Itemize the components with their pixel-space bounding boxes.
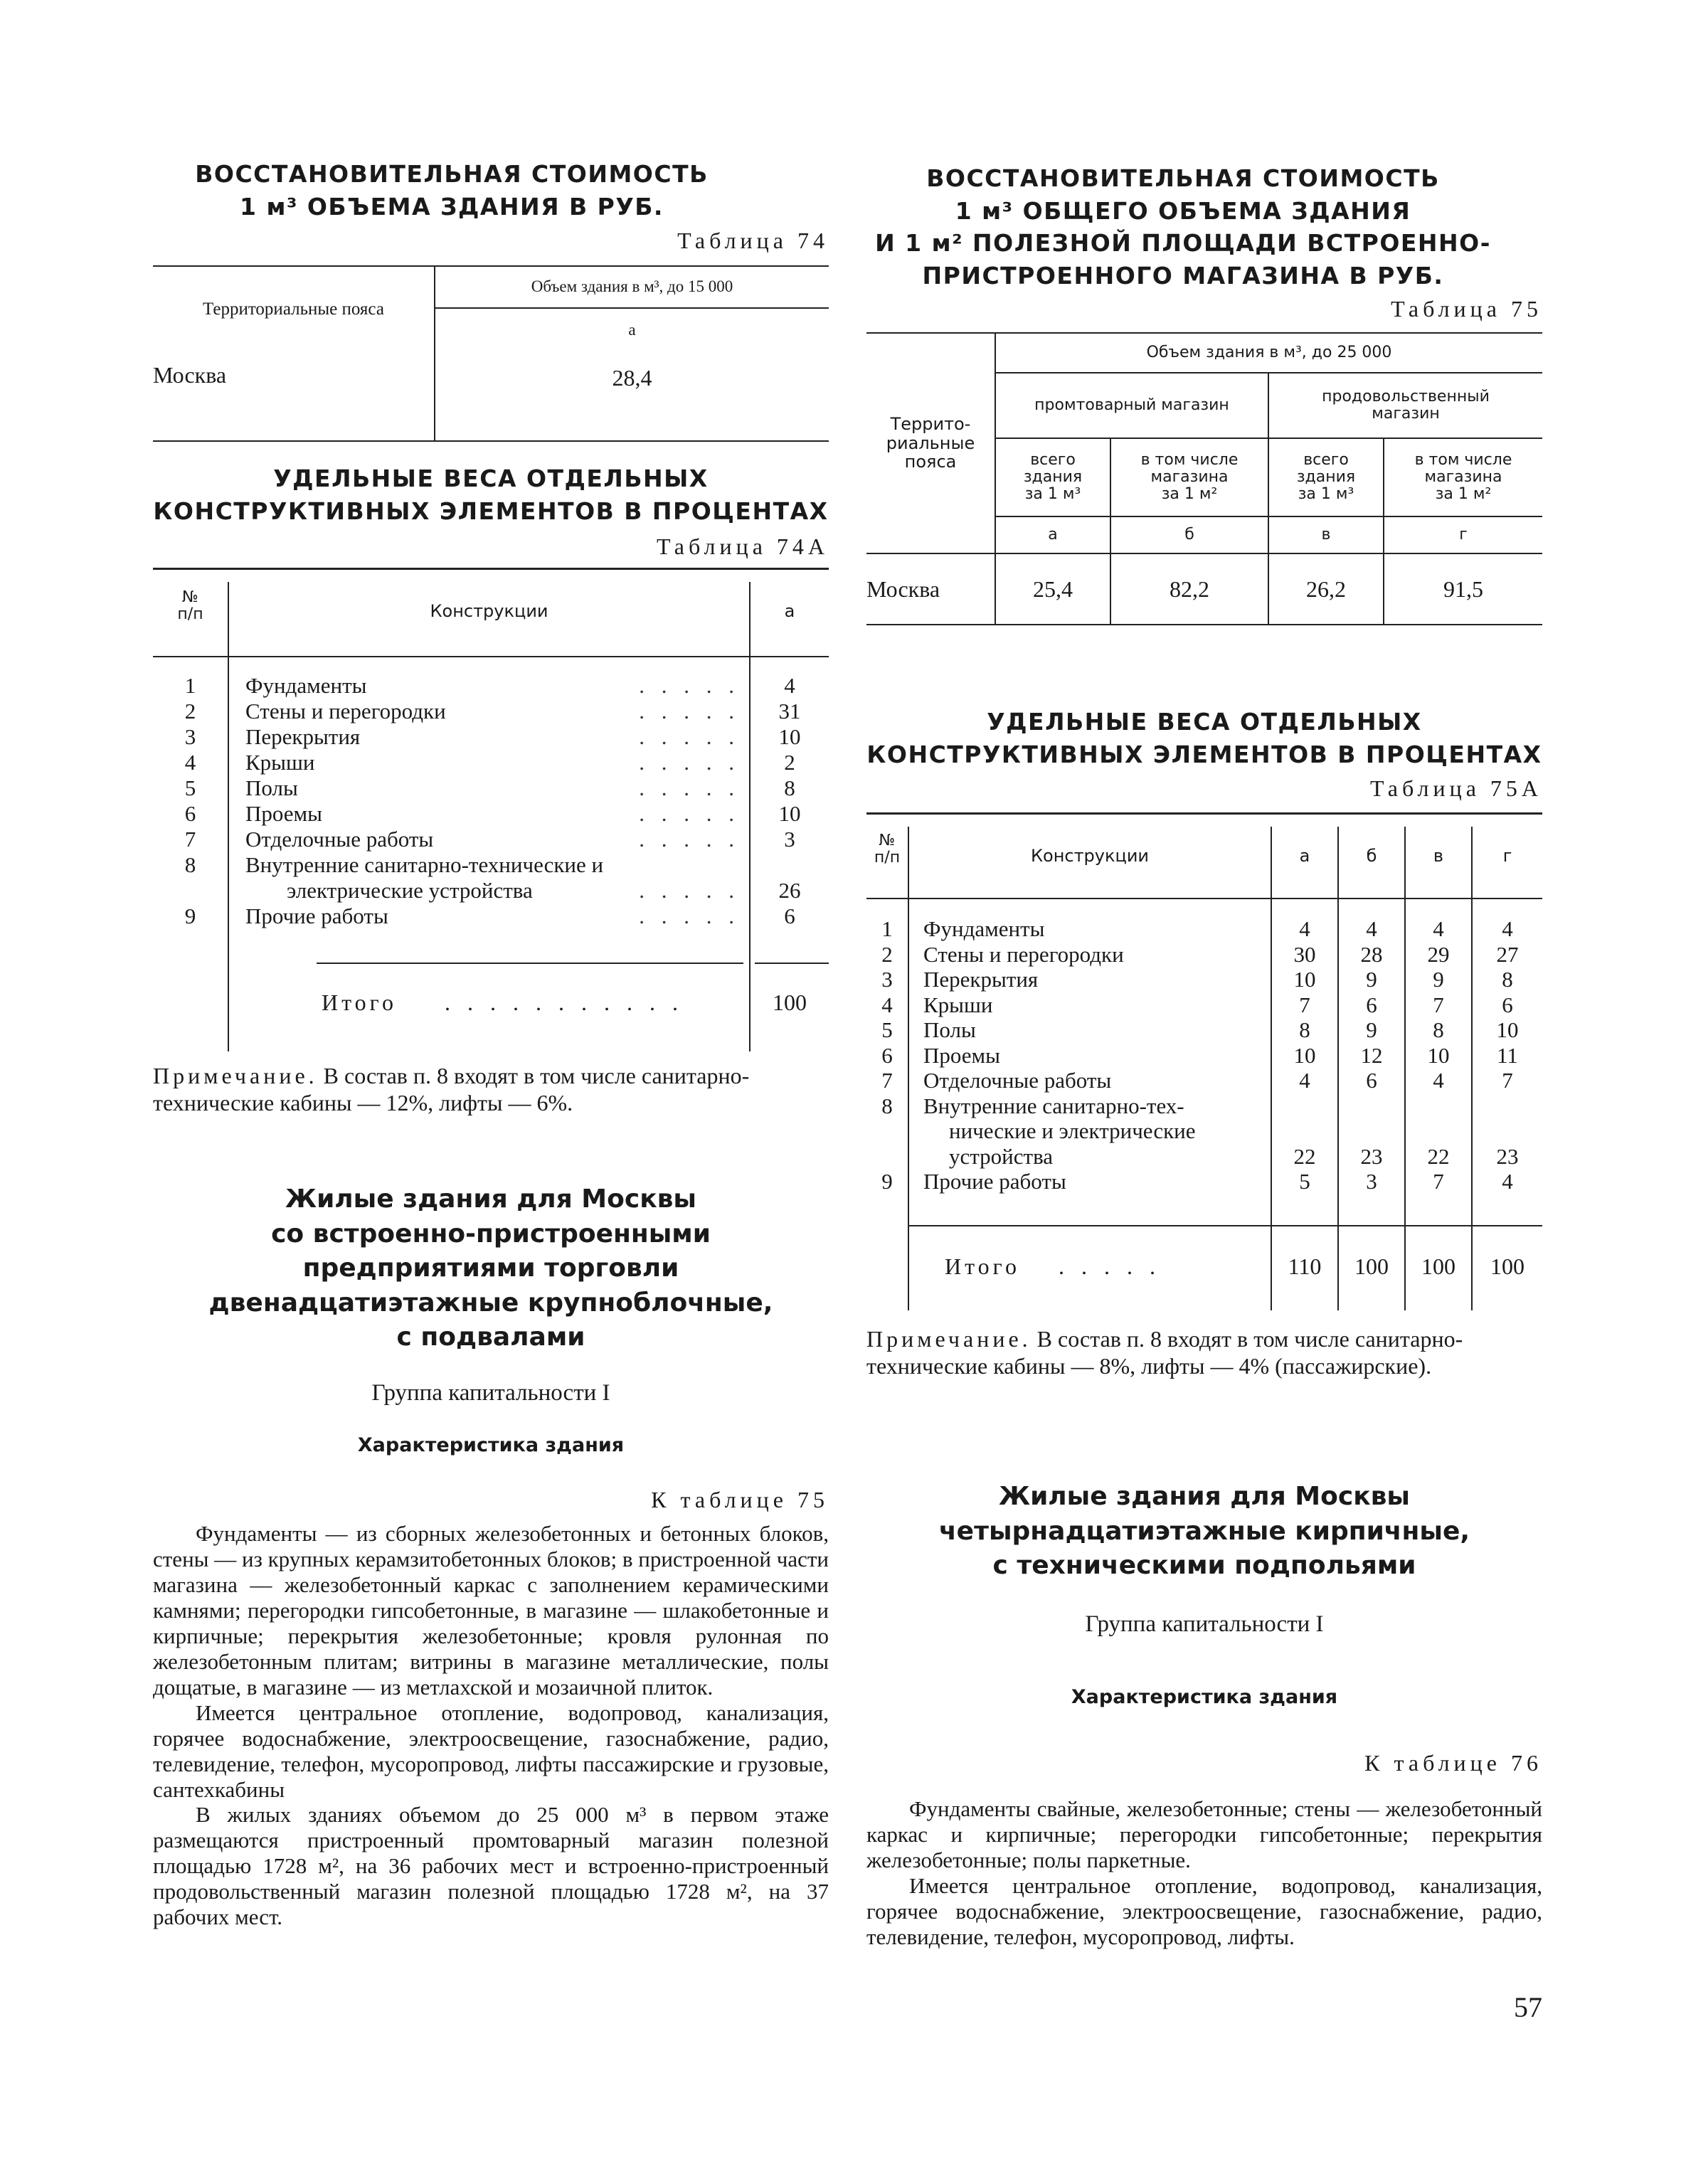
leader-dots: . . . . . [639,699,740,723]
total-value: 100 [1490,1253,1524,1279]
letter-header: г [1384,516,1542,553]
row-number: 6 [184,801,196,826]
row-value: 8 [1433,1017,1444,1042]
row-value: 6 [1366,1068,1377,1093]
row-number: 9 [184,903,196,928]
row-number: 7 [881,1068,893,1093]
total-value: 110 [1288,1253,1322,1279]
table-74-heading: ВОССТАНОВИТЕЛЬНАЯ СТОИМОСТЬ 1 м³ ОБЪЕМА ЗДАНИЯ В РУБ. [195,160,709,221]
col-header: в [1433,846,1444,866]
row-value: 5 [1299,1169,1310,1194]
total-value: 100 [773,990,807,1015]
table-74a [153,568,829,1051]
row-value: 6 [784,903,795,928]
section-left-char-title: Характеристика здания [357,1434,625,1456]
row-value: 10 [1496,1017,1519,1042]
row-value: 7 [1433,992,1444,1017]
table-75a [866,812,1542,1310]
note-label: Примечание. [153,1063,318,1088]
col-name-header: Конструкции [430,601,548,621]
paragraph: Имеется центральное отопление, водопровод, канализация, горячее водоснабжение, электроосвещение, газоснабжение, радио, телевидение, телефон, мусоропровод, лифты. [866,1872,1542,1949]
page-number: 57 [1514,1991,1542,2023]
row-name: Фундаменты [245,673,367,698]
total-dots: . . . . . . . . . . . [445,990,684,1015]
table-74a-note [153,1062,829,1117]
leader-dots: . . . . . [639,724,740,749]
row-number: 4 [881,992,893,1017]
paragraph: В жилых зданиях объемом до 25 000 м³ в первом этаже размещаются пристроенный промтоварный магазин полезной площадью 1728 м², на 36 рабочих мест и встроенно-пристроенный продовольственный магазин полезной площадью 1728 м², на 37 рабочих мест. [153,1802,829,1930]
row-value: 91,5 [1384,553,1542,625]
section-right-group: Группа капитальности I [1085,1611,1324,1637]
row-value: 12 [1360,1043,1383,1068]
row-name: Стены и перегородки [923,942,1124,967]
col-header: а [1299,846,1310,866]
row-name: Отделочные работы [923,1068,1112,1093]
section-right-title: Жилые здания для Москвы четырнадцатиэтажные кирпичные, с техническими подпольями [938,1482,1470,1581]
row-value: 7 [1502,1068,1513,1093]
row-value: 4 [1433,916,1444,941]
row-value: 7 [1433,1169,1444,1194]
leader-dots: . . . . . [639,801,740,826]
leader-dots: . . . . . [639,775,740,800]
col-zone-header: Террито- риальные пояса [866,333,995,553]
sub-header: всего здания за 1 м³ [1268,438,1384,516]
table-74 [153,265,829,442]
row-number: 3 [184,724,196,749]
row-value: 82,2 [1110,553,1268,625]
row-name: Проемы [245,801,322,826]
section-right-to-table: К таблице 76 [1364,1750,1542,1776]
row-value: 3 [1366,1169,1377,1194]
row-value: 30 [1293,942,1316,967]
row-number: 4 [184,750,196,775]
row-value: 10 [1427,1043,1450,1068]
paragraph: Имеется центральное отопление, водопровод, канализация, горячее водоснабжение, электроосвещение, газоснабжение, радио, телевидение, телефон, мусоропровод, лифты пассажирские и грузовые, сантехкабины [153,1700,829,1802]
sub-header: в том числе магазина за 1 м² [1384,438,1542,516]
row-name: электрические устройства [287,878,533,903]
leader-dots: . . . . . [639,878,740,903]
row-name: Проемы [923,1043,1000,1068]
row-number: 1 [184,673,196,698]
row-value: 9 [1366,1017,1377,1042]
row-name: Фундаменты [923,916,1045,941]
col-num-header: № п/п [177,588,203,624]
row-value: 10 [778,724,801,749]
row-name: Внутренние санитарно-тех- [923,1093,1184,1118]
row-number: 6 [881,1043,893,1068]
row-name: Полы [245,775,298,800]
row-value: 7 [1299,992,1310,1017]
table-75-heading: ВОССТАНОВИТЕЛЬНАЯ СТОИМОСТЬ 1 м³ ОБЩЕГО ОБЪЕМА ЗДАНИЯ И 1 м² ПОЛЕЗНОЙ ПЛОЩАДИ ВСТРОЕННО- ПРИСТРОЕННОГО МАГАЗИНА В РУБ. [875,164,1491,290]
row-value: 9 [1366,967,1377,992]
sub-header: всего здания за 1 м³ [995,438,1110,516]
col-header: б [1366,846,1377,866]
row-name: Отделочные работы [245,827,434,852]
row-value: 26 [778,878,801,903]
row-name: Стены и перегородки [245,699,446,723]
row-name: нические и электрические [949,1118,1196,1143]
row-value: 28,4 [612,365,652,391]
row-value: 28 [1360,942,1383,967]
leader-dots: . . . . . [639,903,740,928]
col-name-header: Конструкции [1030,846,1150,866]
row-value: 4 [784,673,795,698]
row-value: 6 [1502,992,1513,1017]
col-prod-header: продовольственный магазин [1268,373,1542,438]
row-number: 3 [881,967,893,992]
leader-dots: . . . . . [639,827,740,852]
row-value: 4 [1366,916,1377,941]
row-name: Полы [923,1017,976,1042]
row-value: 10 [778,801,801,826]
note-label: Примечание. [866,1326,1032,1352]
row-value: 11 [1497,1043,1518,1068]
section-right-char-title: Характеристика здания [1071,1686,1338,1708]
col-num-header: № п/п [874,832,901,867]
row-number: 1 [881,916,893,941]
row-name: Прочие работы [245,903,388,928]
row-value: 10 [1293,1043,1316,1068]
row-value: 10 [1293,967,1316,992]
col-volume-header: Объем здания в м³, до 25 000 [995,333,1542,373]
note-text: В состав п. 8 входят в том числе санитарно-технические кабины — 12%, лифты — 6%. [153,1063,750,1116]
row-value: 23 [1496,1144,1519,1169]
section-left-body [153,1521,829,1930]
row-value: 25,4 [995,553,1110,625]
row-number: 5 [881,1017,893,1042]
row-value: 22 [1427,1144,1450,1169]
row-value: 26,2 [1268,553,1384,625]
total-dots: . . . . . [1059,1253,1161,1279]
col-a-header: а [784,601,795,621]
row-value: 2 [784,750,795,775]
row-value: 29 [1427,942,1450,967]
table-75a-heading: УДЕЛЬНЫЕ ВЕСА ОТДЕЛЬНЫХ КОНСТРУКТИВНЫХ ЭЛЕМЕНТОВ В ПРОЦЕНТАХ [866,708,1542,768]
row-name: Крыши [923,992,993,1017]
row-number: 2 [881,942,893,967]
col-volume-header: Объем здания в м³, до 15 000 [435,266,829,308]
row-value: 6 [1366,992,1377,1017]
col-prom-header: промтоварный магазин [995,373,1268,438]
letter-header: б [1110,516,1268,553]
row-value: 4 [1502,916,1513,941]
table-75-label: Таблица 75 [1391,296,1542,322]
paragraph: Фундаменты — из сборных железобетонных и бетонных блоков, стены — из крупных керамзитобетонных блоков; в пристроенной части магазина — железобетонный каркас с заполнением керамическими камнями; перегородки гипсобетонные, в магазине — шлакобетонные и кирпичные; перекрытия железобетонные; кровля рулонная по железобетонным плитам; витрины в магазине металлические, полы дощатые, в магазине — из метлахской и мозаичной плиток. [153,1521,829,1700]
table-74-label: Таблица 74 [677,228,829,253]
row-value: 4 [1299,1068,1310,1093]
col-zone-header: Территориальные пояса [153,266,435,352]
row-value: 8 [1299,1017,1310,1042]
col-a-header: а [628,321,636,339]
row-value: 8 [1502,967,1513,992]
row-number: 8 [881,1093,893,1118]
section-left-to-table: К таблице 75 [651,1487,829,1512]
table-74a-label: Таблица 74А [657,534,829,559]
row-number: 2 [184,699,196,723]
row-value: 8 [784,775,795,800]
section-left-title: Жилые здания для Москвы со встроенно-пристроенными предприятиями торговли двенадцатиэтажные крупноблочные, с подвалами [208,1184,773,1352]
row-value: 4 [1299,916,1310,941]
row-city: Москва [866,553,995,625]
row-value: 4 [1433,1068,1444,1093]
row-number: 9 [881,1169,893,1194]
row-value: 22 [1293,1144,1316,1169]
total-value: 100 [1354,1253,1389,1279]
section-left-group: Группа капитальности I [371,1380,610,1406]
row-name: Перекрытия [923,967,1039,992]
row-value: 9 [1433,967,1444,992]
row-name: Перекрытия [245,724,361,749]
total-value: 100 [1421,1253,1455,1279]
note-text: В состав п. 8 входят в том числе санитарно-технические кабины — 8%, лифты — 4% (пассажирские). [866,1326,1463,1379]
total-label: Итого [945,1253,1020,1279]
row-number: 8 [184,852,196,877]
letter-header: а [995,516,1110,553]
row-value: 31 [778,699,801,723]
leader-dots: . . . . . [639,673,740,698]
table-75a-note [866,1325,1542,1380]
row-city: Москва [153,352,435,441]
section-right-body [866,1796,1542,1950]
table-75a-label: Таблица 75А [1370,775,1542,801]
row-number: 5 [184,775,196,800]
leader-dots: . . . . . [639,750,740,775]
row-name: Прочие работы [923,1169,1066,1194]
row-value: 23 [1360,1144,1383,1169]
col-header: г [1502,846,1512,866]
letter-header: в [1268,516,1384,553]
row-value: 27 [1496,942,1519,967]
row-number: 7 [184,827,196,852]
table-75 [866,332,1542,625]
paragraph: Фундаменты свайные, железобетонные; стены — железобетонный каркас и кирпичные; перегородки гипсобетонные; перекрытия железобетонные; полы паркетные. [866,1796,1542,1872]
row-name: Крыши [245,750,315,775]
row-name: Внутренние санитарно-технические и [245,852,604,877]
sub-header: в том числе магазина за 1 м² [1110,438,1268,516]
total-label: Итого [322,990,397,1015]
row-value: 4 [1502,1169,1513,1194]
row-name: устройства [949,1144,1054,1169]
row-value: 3 [784,827,795,852]
table-74a-heading: УДЕЛЬНЫЕ ВЕСА ОТДЕЛЬНЫХ КОНСТРУКТИВНЫХ ЭЛЕМЕНТОВ В ПРОЦЕНТАХ [153,465,829,525]
